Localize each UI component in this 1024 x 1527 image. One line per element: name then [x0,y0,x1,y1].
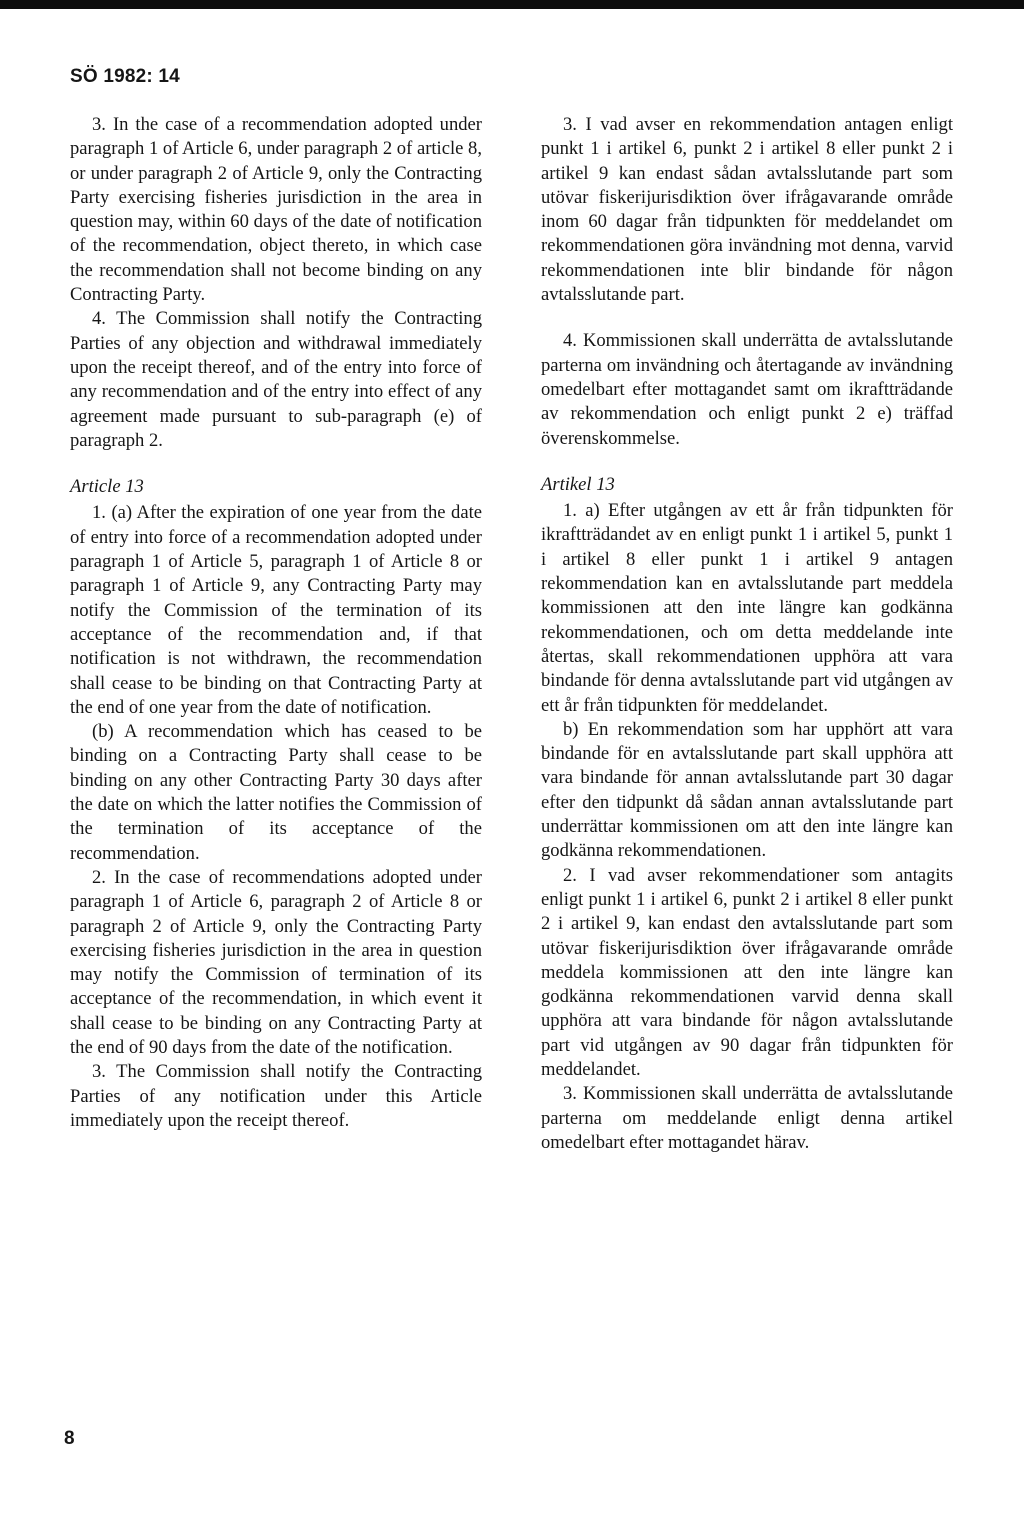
paragraph-1a: 1. (a) After the expiration of one year from the date of entry into force of a recommendation adopted under paragraph 1 of Article 5, paragraph 1 of Article 8 or paragraph 1 of Article 9, any Contracting Party may notify the Commission of the termination of its acceptance of the recommendation and, if that notification is not withdrawn, the recommendation shall cease to be binding on that Contracting Party at the end of one year from the date of notification. [70,502,482,718]
paragraph-3: 3. In the case of a recommendation adopted under paragraph 1 of Article 6, under paragraph 2 of article 8, or under paragraph 2 of Article 9, only the Contracting Party exercising fisheries jurisdiction in the area in question may, within 60 days of the date of notification of the recommendation, object thereto, in which case the recommendation shall not become binding on any Contracting Party. [70,114,482,306]
paragraph-3b: 3. Kommissionen skall underrätta de avtalsslutande parterna om meddelande enligt denna artikel omedelbart efter mottagandet härav. [541,1083,953,1153]
paragraph-3b: 3. The Commission shall notify the Contracting Parties of any notification under this Article immediately upon the receipt thereof. [70,1061,482,1131]
article-heading: Article 13 [70,476,144,498]
article-heading: Artikel 13 [541,473,615,495]
paragraph-1b: (b) A recommendation which has ceased to be binding on a Contracting Party shall cease to be binding on any other Contracting Party 30 days after the date on which the latter notifies the Commission of the termination of its acceptance of the recommendation. [70,721,482,864]
paragraph-3: 3. I vad avser en rekommendation antagen enligt punkt 1 i artikel 6, punkt 2 i artikel 8 eller punkt 2 i artikel 9 kan endast sådan avtalsslutande part som utövar fiskerijurisdiktion över ifrågavarande område inom 60 dagar från tidpunkten för meddelandet om rekommendationen göra invändning mot denna, varvid rekommendationen inte blir bindande för någon avtalsslutande part. [541,114,953,306]
english-column [70,113,482,1133]
paragraph-2: 2. I vad avser rekommendationer som antagits enligt punkt 1 i artikel 6, punkt 2 i artikel 8 eller punkt 2 i artikel 9, kan endast den avtalsslutande part som utövar fiskerijurisdiktion över ifrågavarande område meddela kommissionen att den inte längre kan godkänna rekommendationen varvid denna skall upphöra att vara bindande för någon avtalsslutande part vid utgången av 90 dagar från tidpunkten för meddelandet. [541,864,953,1080]
paragraph-4: 4. The Commission shall notify the Contracting Parties of any objection and withdrawal immediately upon the receipt thereof, and of the entry into force of any recommendation and of the entry into effect of any agreement made pursuant to sub-paragraph (e) of paragraph 2. [70,308,482,451]
document-reference: SÖ 1982: 14 [70,66,180,87]
paragraph-4: 4. Kommissionen skall underrätta de avtalsslutande parterna om invändning och återtagande av invändning omedelbart efter mottagandet samt om ikraftträdande av rekommendation och enligt punkt 2 e) träffad överenskommelse. [541,330,953,449]
swedish-column [541,113,953,1155]
top-border-rule [0,0,1024,9]
page-number: 8 [64,1428,75,1449]
paragraph-1b: b) En rekommendation som har upphört att vara bindande för en avtalsslutande part skall upphöra att vara bindande för annan avtalsslutande part 30 dagar efter den tidpunkt då sådan annan avtalsslutande part underrättar kommissionen om att den inte längre kan godkänna rekommendationen. [541,718,953,862]
paragraph-1a: 1. a) Efter utgången av ett år från tidpunkten för ikraftträdandet av en enligt punkt 1 i artikel 5, punkt 1 i artikel 8 eller punkt 1 i artikel 9 antagen rekommendation kan en avtalsslutande part meddela kommissionen att den inte längre kan godkänna rekommendationen, och om detta meddelande inte återtas, skall rekommendationen upphöra att vara bindande för denna avtalsslutande part vid utgången av ett år från tidpunkten för meddelandet. [541,500,953,716]
paragraph-2: 2. In the case of recommendations adopted under paragraph 1 of Article 6, paragraph 2 of Article 8 or paragraph 2 of Article 9, only the Contracting Party exercising fisheries jurisdiction in the area in question may notify the Commission of termination of its acceptance of the recommendation, in which event it shall cease to be binding on any Contracting Party at the end of 90 days from the date of the notification. [70,866,482,1058]
